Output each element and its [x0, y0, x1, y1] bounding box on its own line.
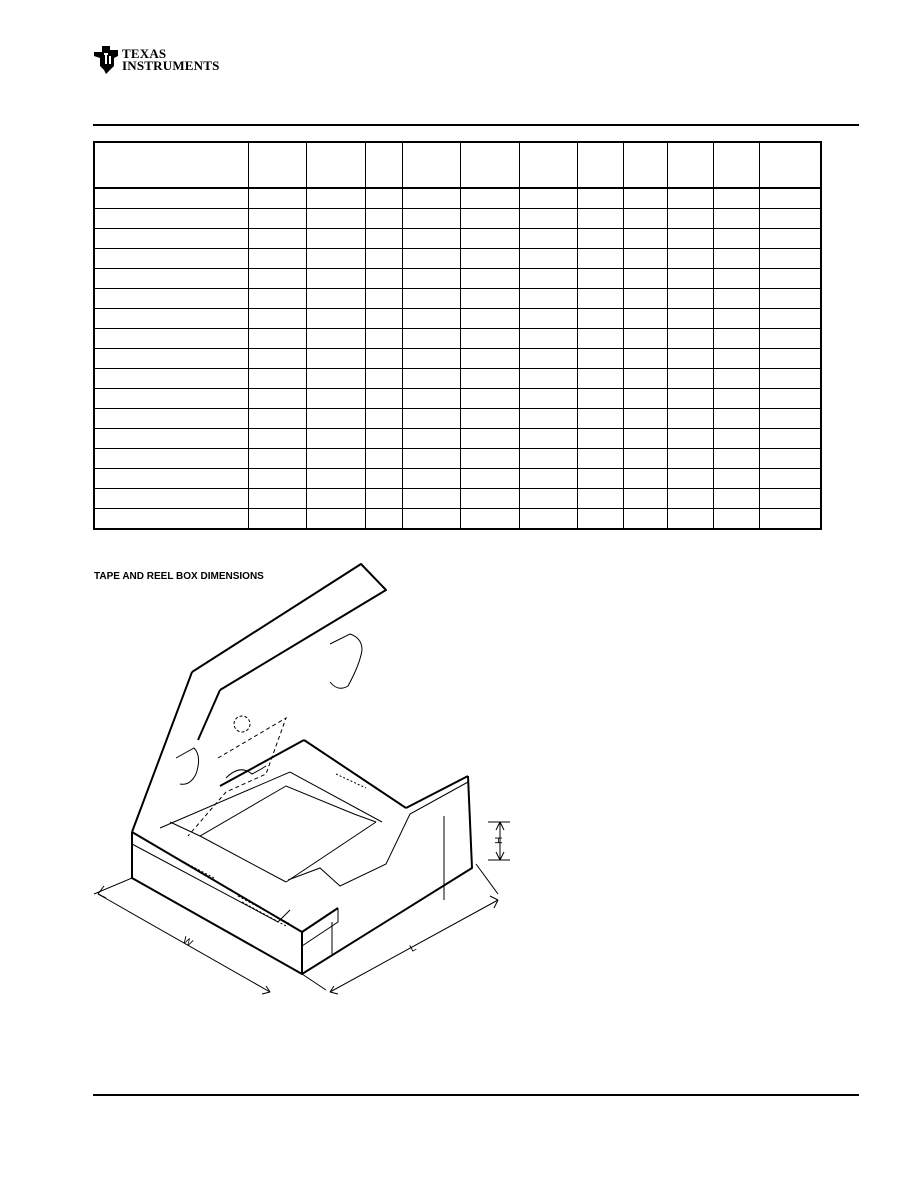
- table-cell: [402, 309, 460, 329]
- table-cell: [461, 349, 519, 369]
- table-cell: [402, 349, 460, 369]
- table-cell: [519, 369, 577, 389]
- table-cell: [94, 209, 248, 229]
- table-cell: [307, 229, 365, 249]
- table-cell: [759, 188, 821, 209]
- table-cell: [759, 369, 821, 389]
- table-cell: [519, 429, 577, 449]
- table-row: [94, 269, 821, 289]
- table-cell: [307, 409, 365, 429]
- table-cell: [248, 509, 306, 530]
- table-cell: [623, 309, 668, 329]
- lid-top-edge: [192, 564, 386, 690]
- table-cell: [668, 509, 714, 530]
- table-row: [94, 429, 821, 449]
- table-cell: [578, 509, 624, 530]
- table-cell: [623, 249, 668, 269]
- table-cell: [714, 349, 760, 369]
- table-cell: [365, 489, 402, 509]
- table-row: [94, 188, 821, 209]
- table-cell: [623, 429, 668, 449]
- table-row: [94, 369, 821, 389]
- table-cell: [461, 229, 519, 249]
- table-cell: [402, 409, 460, 429]
- table-cell: [623, 329, 668, 349]
- table-cell: [461, 389, 519, 409]
- table-row: [94, 469, 821, 489]
- table-cell: [307, 289, 365, 309]
- table-cell: [402, 249, 460, 269]
- table-cell: [307, 209, 365, 229]
- table-cell: [578, 389, 624, 409]
- table-cell: [759, 429, 821, 449]
- table-cell: [714, 209, 760, 229]
- table-row: [94, 329, 821, 349]
- table-row: [94, 249, 821, 269]
- table-cell: [94, 188, 248, 209]
- table-cell: [307, 509, 365, 530]
- table-cell: [578, 309, 624, 329]
- table-cell: [668, 349, 714, 369]
- table-cell: [519, 209, 577, 229]
- table-cell: [365, 369, 402, 389]
- table-cell: [668, 249, 714, 269]
- table-cell: [759, 469, 821, 489]
- table-cell: [365, 509, 402, 530]
- table-cell: [365, 389, 402, 409]
- table-cell: [365, 269, 402, 289]
- table-cell: [578, 209, 624, 229]
- table-cell: [94, 389, 248, 409]
- table-cell: [759, 509, 821, 530]
- table-cell: [578, 449, 624, 469]
- ti-logo: [92, 44, 232, 78]
- table-cell: [623, 449, 668, 469]
- table-cell: [714, 409, 760, 429]
- table-cell: [248, 489, 306, 509]
- table-cell: [759, 449, 821, 469]
- table-cell: [248, 229, 306, 249]
- table-cell: [248, 188, 306, 209]
- table-cell: [461, 329, 519, 349]
- table-cell: [623, 409, 668, 429]
- table-cell: [714, 509, 760, 530]
- table-cell: [402, 209, 460, 229]
- table-cell: [248, 469, 306, 489]
- table-cell: [714, 289, 760, 309]
- table-cell: [759, 389, 821, 409]
- table-cell: [365, 229, 402, 249]
- table-cell: [365, 209, 402, 229]
- table-cell: [578, 269, 624, 289]
- table-cell: [461, 409, 519, 429]
- dimensions-table: [93, 141, 822, 530]
- table-cell: [519, 229, 577, 249]
- table-cell: [248, 389, 306, 409]
- table-cell: [94, 449, 248, 469]
- table-cell: [714, 369, 760, 389]
- table-cell: [461, 449, 519, 469]
- table-cell: [578, 369, 624, 389]
- table-cell: [248, 289, 306, 309]
- table-cell: [461, 188, 519, 209]
- table-cell: [248, 369, 306, 389]
- table-cell: [668, 309, 714, 329]
- table-cell: [307, 389, 365, 409]
- footer-rule: [93, 1094, 859, 1096]
- table-cell: [307, 429, 365, 449]
- section-title: TAPE AND REEL BOX DIMENSIONS: [94, 571, 264, 582]
- table-cell: [94, 289, 248, 309]
- table-cell: [402, 329, 460, 349]
- table-cell: [578, 249, 624, 269]
- table-cell: [248, 409, 306, 429]
- table-cell: [94, 249, 248, 269]
- table-cell: [623, 289, 668, 309]
- table-cell: [714, 309, 760, 329]
- table-cell: [461, 509, 519, 530]
- table-cell: [519, 188, 577, 209]
- table-cell: [714, 249, 760, 269]
- table-cell: [365, 188, 402, 209]
- table-cell: [623, 209, 668, 229]
- table-row: [94, 309, 821, 329]
- table-cell: [402, 229, 460, 249]
- table-row: [94, 409, 821, 429]
- table-cell: [623, 269, 668, 289]
- table-cell: [307, 489, 365, 509]
- table-cell: [461, 469, 519, 489]
- table-cell: [519, 249, 577, 269]
- table-cell: [759, 209, 821, 229]
- table-cell: [365, 249, 402, 269]
- table-body: [94, 142, 821, 529]
- ti-logo-icon: [92, 44, 120, 76]
- table-cell: [714, 269, 760, 289]
- table-cell: [519, 349, 577, 369]
- table-cell: [668, 289, 714, 309]
- table-cell: [307, 369, 365, 389]
- table-cell: [94, 429, 248, 449]
- table-cell: [668, 489, 714, 509]
- table-cell: [668, 449, 714, 469]
- table-cell: [759, 349, 821, 369]
- table-cell: [402, 469, 460, 489]
- table-cell: [94, 509, 248, 530]
- table-cell: [759, 229, 821, 249]
- table-cell: [94, 329, 248, 349]
- table-cell: [623, 509, 668, 530]
- table-cell: [307, 469, 365, 489]
- table-cell: [365, 449, 402, 469]
- table-cell: [623, 469, 668, 489]
- table-cell: [759, 249, 821, 269]
- table-cell: [402, 289, 460, 309]
- label-w: W: [180, 935, 195, 950]
- table-cell: [623, 349, 668, 369]
- table-cell: [307, 249, 365, 269]
- table-cell: [402, 269, 460, 289]
- table-cell: [714, 389, 760, 409]
- table-cell: [307, 269, 365, 289]
- table-cell: [714, 188, 760, 209]
- table-cell: [668, 389, 714, 409]
- table-cell: [461, 489, 519, 509]
- table-cell: [759, 409, 821, 429]
- table-cell: [248, 449, 306, 469]
- table-row: [94, 229, 821, 249]
- table-cell: [248, 429, 306, 449]
- table-cell: [365, 409, 402, 429]
- table-cell: [307, 329, 365, 349]
- table-cell: [759, 269, 821, 289]
- table-cell: [578, 329, 624, 349]
- table-cell: [714, 329, 760, 349]
- table-cell: [668, 369, 714, 389]
- table-cell: [623, 369, 668, 389]
- table-cell: [248, 269, 306, 289]
- table-cell: [94, 269, 248, 289]
- table-row: [94, 289, 821, 309]
- table-cell: [578, 469, 624, 489]
- table-row: [94, 489, 821, 509]
- table-cell: [578, 429, 624, 449]
- table-cell: [578, 349, 624, 369]
- table-cell: [519, 489, 577, 509]
- table-cell: [668, 329, 714, 349]
- table-cell: [461, 209, 519, 229]
- table-cell: [623, 389, 668, 409]
- table-cell: [248, 349, 306, 369]
- table-cell: [365, 309, 402, 329]
- table-cell: [578, 188, 624, 209]
- table-cell: [402, 449, 460, 469]
- table-cell: [402, 429, 460, 449]
- table-cell: [365, 289, 402, 309]
- table-cell: [759, 489, 821, 509]
- table-cell: [365, 429, 402, 449]
- table-cell: [519, 449, 577, 469]
- table-cell: [307, 349, 365, 369]
- table-cell: [248, 209, 306, 229]
- table-cell: [668, 429, 714, 449]
- table-row: [94, 449, 821, 469]
- table-cell: [759, 289, 821, 309]
- label-l: L: [408, 942, 419, 955]
- table-cell: [578, 229, 624, 249]
- table-cell: [714, 469, 760, 489]
- table-cell: [248, 329, 306, 349]
- table-header-row: [94, 142, 821, 188]
- table-cell: [519, 409, 577, 429]
- header-rule: [93, 124, 859, 126]
- table-cell: [402, 389, 460, 409]
- table-cell: [578, 409, 624, 429]
- table-row: [94, 509, 821, 530]
- table-cell: [461, 289, 519, 309]
- table-cell: [668, 229, 714, 249]
- tape-reel-box-drawing: [90, 560, 530, 1010]
- table-cell: [578, 289, 624, 309]
- table-cell: [365, 329, 402, 349]
- table-cell: [365, 349, 402, 369]
- table-cell: [519, 289, 577, 309]
- table-cell: [759, 329, 821, 349]
- table-cell: [94, 489, 248, 509]
- table-cell: [307, 449, 365, 469]
- table-cell: [461, 369, 519, 389]
- table-cell: [668, 269, 714, 289]
- table-cell: [94, 309, 248, 329]
- table-cell: [248, 249, 306, 269]
- table-cell: [668, 209, 714, 229]
- table-cell: [94, 369, 248, 389]
- table-cell: [94, 229, 248, 249]
- table-cell: [519, 309, 577, 329]
- table-cell: [668, 188, 714, 209]
- table-cell: [519, 469, 577, 489]
- table-cell: [668, 469, 714, 489]
- table-cell: [623, 188, 668, 209]
- table-cell: [461, 429, 519, 449]
- table-cell: [519, 329, 577, 349]
- table-cell: [461, 309, 519, 329]
- table-cell: [668, 409, 714, 429]
- table-row: [94, 209, 821, 229]
- table-cell: [519, 389, 577, 409]
- table-cell: [519, 509, 577, 530]
- table-cell: [402, 188, 460, 209]
- logo-text-texas: TEXAS: [122, 46, 167, 61]
- table-cell: [623, 489, 668, 509]
- table-cell: [714, 489, 760, 509]
- table-cell: [402, 509, 460, 530]
- table-cell: [714, 449, 760, 469]
- table-cell: [307, 309, 365, 329]
- table-cell: [623, 229, 668, 249]
- table-cell: [714, 229, 760, 249]
- table-cell: [94, 349, 248, 369]
- table-cell: [94, 409, 248, 429]
- label-h: H: [494, 836, 505, 844]
- table-cell: [307, 188, 365, 209]
- table-cell: [759, 309, 821, 329]
- table-cell: [461, 249, 519, 269]
- table-cell: [94, 469, 248, 489]
- table-row: [94, 389, 821, 409]
- table-cell: [519, 269, 577, 289]
- table-cell: [365, 469, 402, 489]
- logo-text-instruments: INSTRUMENTS: [122, 58, 220, 73]
- table-cell: [461, 269, 519, 289]
- table-cell: [714, 429, 760, 449]
- table-cell: [402, 489, 460, 509]
- table-cell: [402, 369, 460, 389]
- table-cell: [248, 309, 306, 329]
- table-cell: [578, 489, 624, 509]
- table-row: [94, 349, 821, 369]
